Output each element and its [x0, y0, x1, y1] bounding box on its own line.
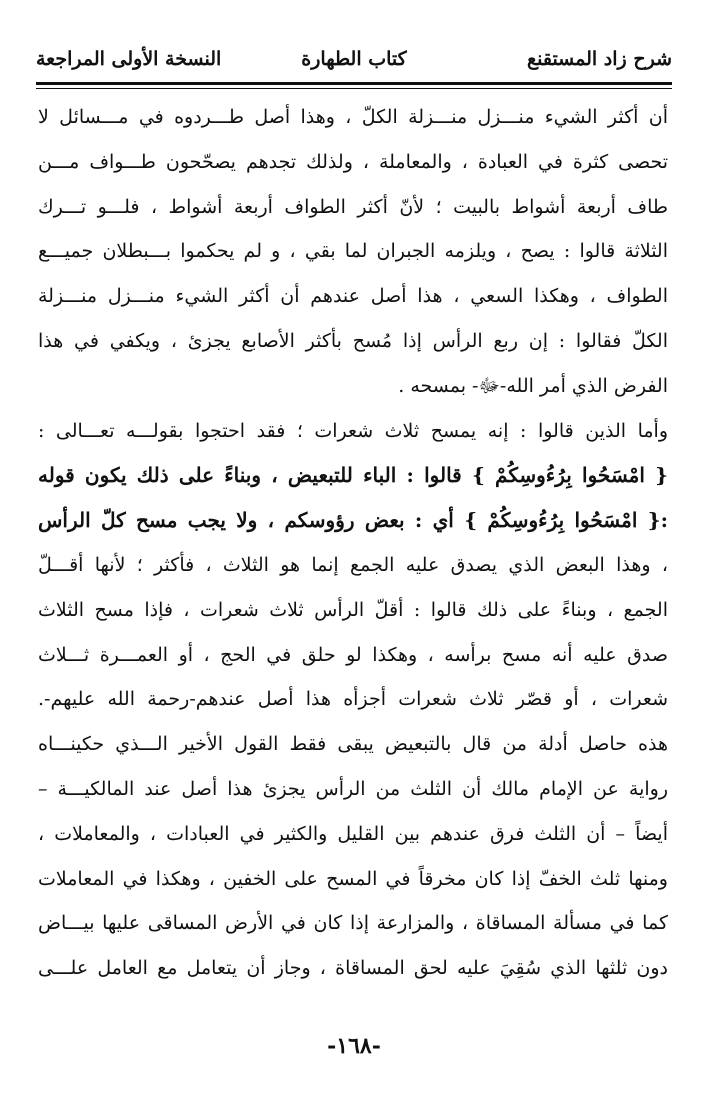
- text-line: الجمع ، وبناءً على ذلك قالوا : أقلّ الرأس ثلاث شعرات ، فإذا مسح الثلاث: [38, 598, 668, 621]
- text-line: شعرات ، أو قصّر ثلاث شعرات أجزأه هذا أصل عندهم-رحمة الله عليهم-.: [38, 688, 668, 711]
- text-line: ومنها ثلث الخفّ إذا كان مخرقاً في المسح على الخفين ، وهكذا في المعاملات: [38, 867, 668, 890]
- text-line: وأما الذين قالوا : إنه يمسح ثلاث شعرات ؛ فقد احتجوا بقولـــه تعـــالى :: [38, 419, 668, 442]
- page-header: [36, 44, 672, 84]
- text-line: أن أكثر الشيء منـــزل منـــزلة الكلّ ، وهذا أصل طـــردوه في مـــسائل لا: [38, 106, 668, 128]
- text-line: تحصى كثرة في العبادة ، والمعاملة ، ولذلك تجدهم يصحّحون طـــواف مـــن: [38, 150, 668, 173]
- page-number: -١٦٨-: [327, 1033, 381, 1059]
- text-line: الطواف ، وهكذا السعي ، هذا أصل عندهم أن أكثر الشيء منـــزل منـــزلة: [38, 285, 668, 308]
- text-line: ، وهذا البعض الذي يصدق عليه الجمع إنما هو الثلاث ، فأكثر ؛ لأنها أقـــلّ: [38, 553, 668, 576]
- text-line: كما في مسألة المساقاة ، والمزارعة إذا كان في الأرض المساقى عليها بيـــاض: [38, 912, 668, 935]
- text-line: صدق عليه أنه مسح برأسه ، وهكذا لو حلق في الحج ، أو العمـــرة ثـــلاث: [38, 643, 668, 666]
- text-line-quran: { امْسَحُوا بِرُءُوسِكُمْ } قالوا : الباء للتبعيض ، وبناءً على ذلك يكون قوله: [38, 463, 668, 488]
- header-rule-thick: [36, 82, 672, 85]
- text-line: هذه حاصل أدلة من قال بالتبعيض يبقى فقط القول الأخير الـــذي حكينـــاه: [38, 733, 668, 756]
- book-title: شرح زاد المستقنع: [526, 48, 672, 70]
- text-line: أيضاً – أن الثلث فرق عندهم بين القليل والكثير في العبادات ، والمعاملات ،: [38, 822, 668, 845]
- body-text: [38, 95, 668, 991]
- text-line: الفرض الذي أمر الله-ﷻ- بمسحه .: [398, 374, 668, 397]
- text-line: الكلّ فقالوا : إن ربع الرأس إذا مُسح بأكثر الأصابع يجزئ ، ويكفي في هذا: [38, 329, 668, 352]
- chapter-title: كتاب الطهارة: [301, 48, 407, 70]
- text-line: الثلاثة قالوا : يصح ، ويلزمه الجبران لما بقي ، و لم يحكموا بـــبطلان جميـــع: [38, 240, 668, 263]
- text-line: طاف أربعة أشواط بالبيت ؛ لأنّ أكثر الطواف أربعة أشواط ، فلـــو تـــرك: [38, 195, 668, 218]
- text-line: دون ثلثها الذي سُقِيَ عليه لحق المساقاة ، وجاز أن يتعامل مع العامل علـــى: [38, 957, 668, 980]
- text-line-quran: :{ امْسَحُوا بِرُءُوسِكُمْ } أي : بعض رؤوسكم ، ولا يجب مسح كلّ الرأس: [38, 508, 668, 533]
- edition-label: النسخة الأولى المراجعة: [36, 48, 222, 70]
- header-rule-thin: [36, 88, 672, 89]
- text-line: رواية عن الإمام مالك أن الثلث من الرأس يجزئ هذا أصل عند المالكيـــة –: [38, 777, 668, 800]
